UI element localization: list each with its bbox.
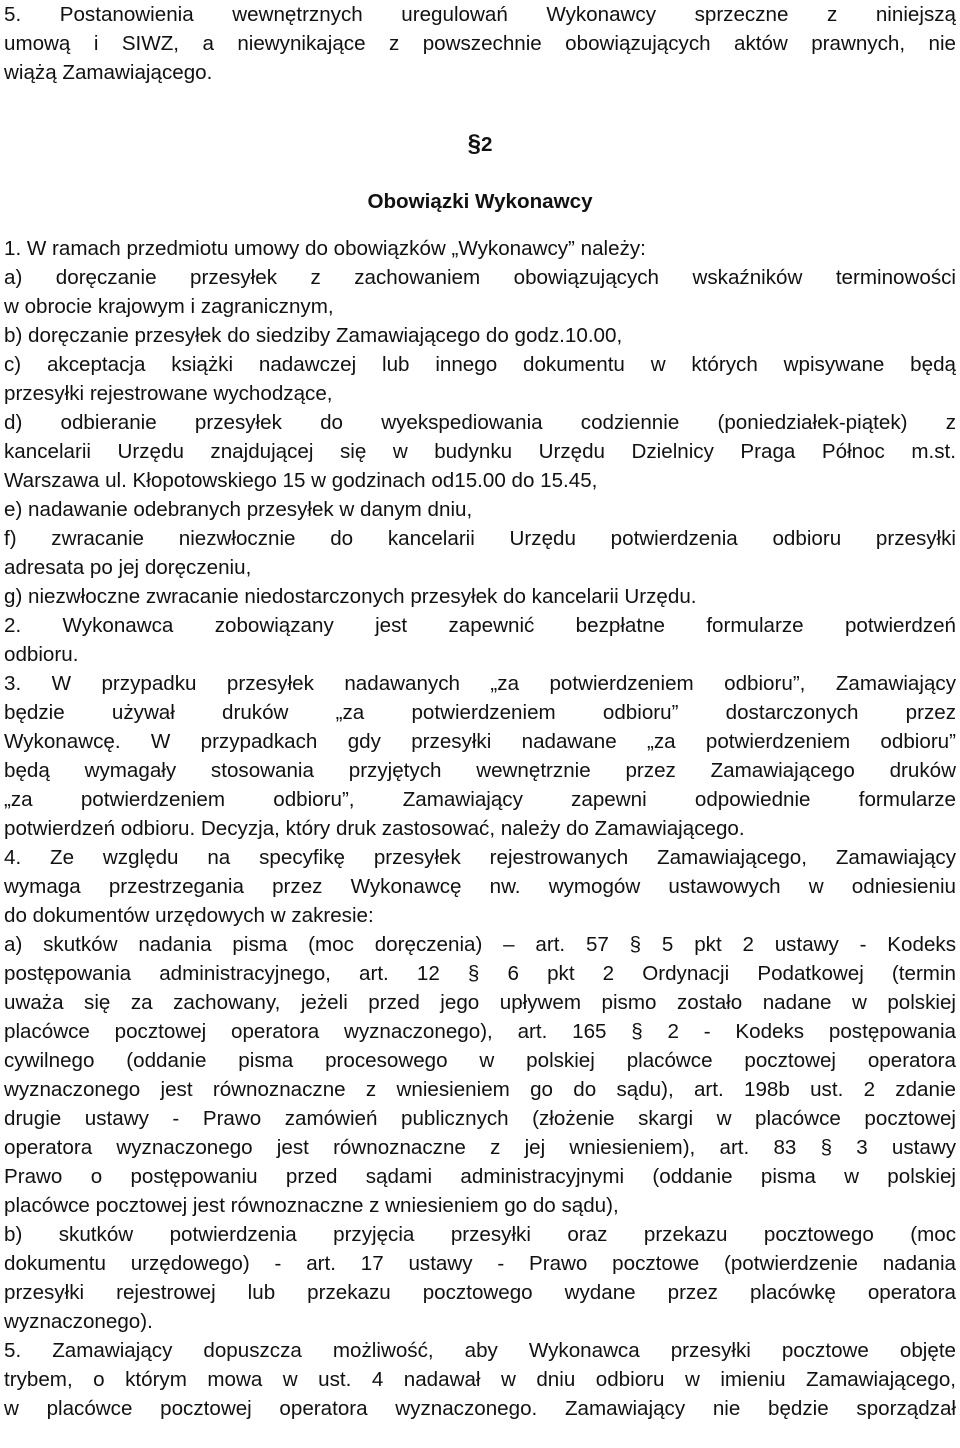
text-line: umową i SIWZ, a niewynikające z powszechnie obowiązujących aktów prawnych, nie	[4, 32, 956, 55]
text-line: placówce pocztowej operatora wyznaczonego), art. 165 § 2 - Kodeks postępowania	[4, 1020, 956, 1043]
text-line: wyznaczonego).	[4, 1310, 153, 1333]
text-line: wyznaczonego jest równoznaczne z wniesieniem go do sądu), art. 198b ust. 2 zdanie	[4, 1078, 956, 1101]
section-number-line	[4, 129, 956, 158]
text-line: trybem, o którym mowa w ust. 4 nadawał w dniu odbioru w imieniu Zamawiającego,	[4, 1368, 956, 1391]
spacer	[4, 216, 956, 234]
text-line: d) odbieranie przesyłek do wyekspediowania codziennie (poniedziałek-piątek) z	[4, 411, 956, 434]
text-line: drugie ustawy - Prawo zamówień publicznych (złożenie skargi w placówce pocztowej	[4, 1107, 956, 1130]
text-line: Warszawa ul. Kłopotowskiego 15 w godzinach od15.00 do 15.45,	[4, 469, 598, 492]
spacer	[4, 158, 956, 176]
text-line: 2. Wykonawca zobowiązany jest zapewnić bezpłatne formularze potwierdzeń	[4, 614, 956, 637]
section-sign-icon: §	[467, 130, 481, 157]
text-line: a) skutków nadania pisma (moc doręczenia) – art. 57 § 5 pkt 2 ustawy - Kodeks	[4, 933, 956, 956]
text-line: f) zwracanie niezwłocznie do kancelarii Urzędu potwierdzenia odbioru przesyłki	[4, 527, 956, 550]
text-line: 4. Ze względu na specyfikę przesyłek rejestrowanych Zamawiającego, Zamawiający	[4, 846, 956, 869]
text-line: wiążą Zamawiającego.	[4, 61, 213, 84]
obligations-body	[4, 234, 956, 1423]
text-line: dokumentu urzędowego) - art. 17 ustawy - Prawo pocztowe (potwierdzenie nadania	[4, 1252, 956, 1275]
text-line: kancelarii Urzędu znajdującej się w budynku Urzędu Dzielnicy Praga Północ m.st.	[4, 440, 956, 463]
text-line: Wykonawcę. W przypadkach gdy przesyłki nadawane „za potwierdzeniem odbioru”	[4, 730, 956, 753]
text-line: c) akceptacja książki nadawczej lub innego dokumentu w których wpisywane będą	[4, 353, 956, 376]
intro-paragraph	[4, 0, 956, 87]
section-title: Obowiązki Wykonawcy	[367, 190, 593, 213]
text-line: 5. Postanowienia wewnętrznych uregulowań Wykonawcy sprzeczne z niniejszą	[4, 3, 956, 26]
text-line: odbioru.	[4, 643, 79, 666]
text-line: Prawo o postępowaniu przed sądami administracyjnymi (oddanie pisma w polskiej	[4, 1165, 956, 1188]
text-line: postępowania administracyjnego, art. 12 § 6 pkt 2 Ordynacji Podatkowej (termin	[4, 962, 956, 985]
text-line: 3. W przypadku przesyłek nadawanych „za potwierdzeniem odbioru”, Zamawiający	[4, 672, 956, 695]
text-line: wymaga przestrzegania przez Wykonawcę nw. wymogów ustawowych w odniesieniu	[4, 875, 956, 898]
text-line: przesyłki rejestrowej lub przekazu pocztowego wydane przez placówkę operatora	[4, 1281, 956, 1304]
text-line: 1. W ramach przedmiotu umowy do obowiązków „Wykonawcy” należy:	[4, 237, 646, 260]
text-line: operatora wyznaczonego jest równoznaczne z jej wniesieniem), art. 83 § 3 ustawy	[4, 1136, 956, 1159]
text-line: przesyłki rejestrowane wychodzące,	[4, 382, 333, 405]
text-line: w obrocie krajowym i zagranicznym,	[4, 295, 334, 318]
text-line: będzie używał druków „za potwierdzeniem odbioru” dostarczonych przez	[4, 701, 956, 724]
text-line: b) skutków potwierdzenia przyjęcia przesyłki oraz przekazu pocztowego (moc	[4, 1223, 956, 1246]
document-page	[4, 0, 956, 1448]
text-line: e) nadawanie odebranych przesyłek w danym dniu,	[4, 498, 473, 521]
text-line: placówce pocztowej jest równoznaczne z wniesieniem go do sądu),	[4, 1194, 619, 1217]
section-number: 2	[480, 133, 493, 156]
text-line: g) niezwłoczne zwracanie niedostarczonych przesyłek do kancelarii Urzędu.	[4, 585, 697, 608]
text-line: b) doręczanie przesyłek do siedziby Zamawiającego do godz.10.00,	[4, 324, 623, 347]
text-line: adresata po jej doręczeniu,	[4, 556, 252, 579]
text-line: „za potwierdzeniem odbioru”, Zamawiający zapewni odpowiednie formularze	[4, 788, 956, 811]
text-line: 5. Zamawiający dopuszcza możliwość, aby Wykonawca przesyłki pocztowe objęte	[4, 1339, 956, 1362]
text-line: potwierdzeń odbioru. Decyzja, który druk zastosować, należy do Zamawiającego.	[4, 817, 745, 840]
text-line: w placówce pocztowej operatora wyznaczonego. Zamawiający nie będzie sporządzał	[4, 1397, 956, 1420]
text-line: cywilnego (oddanie pisma procesowego w polskiej placówce pocztowej operatora	[4, 1049, 956, 1072]
text-line: a) doręczanie przesyłek z zachowaniem obowiązujących wskaźników terminowości	[4, 266, 956, 289]
text-line: będą wymagały stosowania przyjętych wewnętrznie przez Zamawiającego druków	[4, 759, 956, 782]
text-line: do dokumentów urzędowych w zakresie:	[4, 904, 374, 927]
section-heading	[4, 129, 956, 187]
text-line: uważa się za zachowany, jeżeli przed jego upływem pismo zostało nadane w polskiej	[4, 991, 956, 1014]
spacer	[4, 87, 956, 129]
